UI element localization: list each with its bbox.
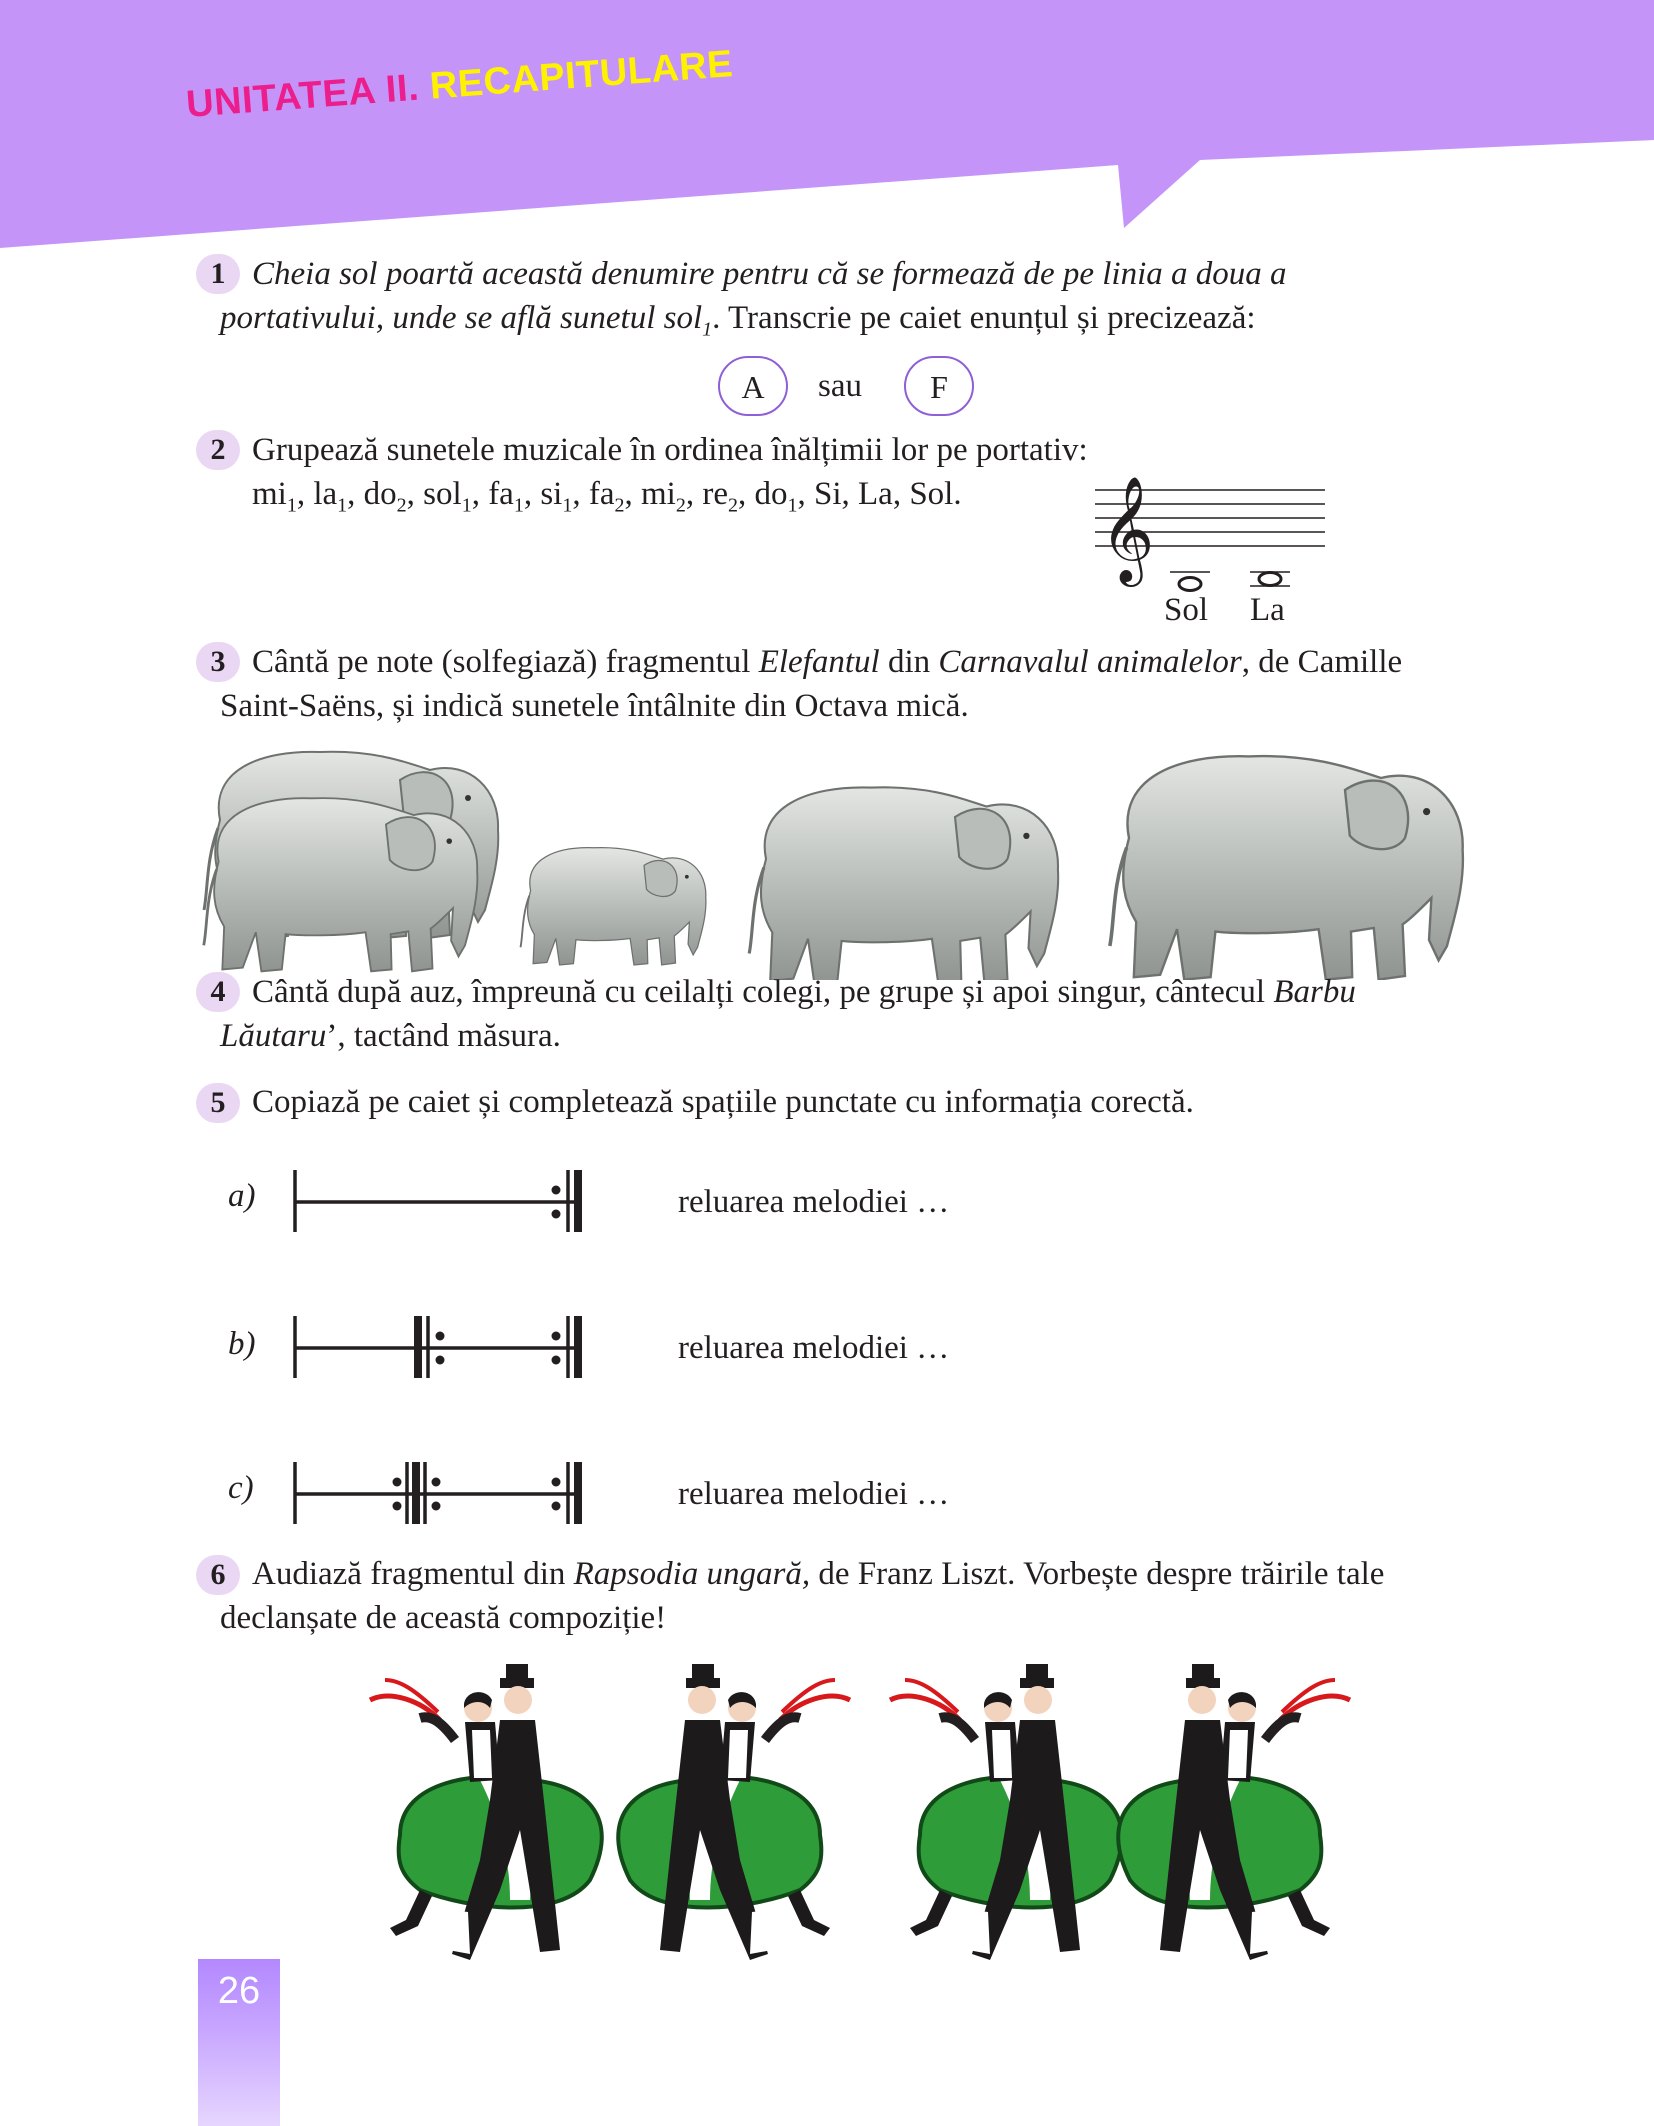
exercise-1-line-2 bbox=[220, 296, 1256, 352]
note-subscript: 2 bbox=[614, 494, 625, 517]
note-separator: , bbox=[841, 476, 858, 512]
note-name: Sol bbox=[909, 476, 954, 512]
staff-label-sol: Sol bbox=[1164, 592, 1209, 628]
note-name: mi bbox=[640, 476, 676, 512]
repeat-sign-b bbox=[290, 1314, 600, 1384]
exercise-number-3: 3 bbox=[196, 642, 240, 682]
elephant-2 bbox=[521, 848, 706, 965]
note-name: La bbox=[858, 476, 893, 512]
exercise-number-4: 4 bbox=[196, 972, 240, 1012]
exercise-3-text-e: , de Camille bbox=[1241, 644, 1403, 680]
exercise-6-line-1 bbox=[252, 1552, 1384, 1596]
note-separator: , bbox=[685, 476, 703, 512]
note-name: la bbox=[313, 476, 338, 512]
unit-label: UNITATEA II. bbox=[184, 66, 421, 127]
note-separator: , bbox=[406, 476, 424, 512]
exercise-3-text-c: din bbox=[879, 644, 939, 680]
item-b-label: b) bbox=[228, 1326, 256, 1362]
exercise-2-line-1: Grupează sunetele muzicale în ordinea înălțimii lor pe portativ: bbox=[252, 432, 1088, 468]
note-name: sol bbox=[423, 476, 462, 512]
note-name: do bbox=[754, 476, 788, 512]
note-list bbox=[252, 472, 962, 528]
staff-label-la: La bbox=[1250, 592, 1285, 628]
exercise-6-line-2: declanșate de această compoziție! bbox=[220, 1600, 667, 1636]
exercise-4-line-1 bbox=[252, 970, 1356, 1014]
note-subscript: 2 bbox=[675, 494, 686, 517]
elephant-3 bbox=[749, 787, 1058, 980]
exercise-number-2: 2 bbox=[196, 430, 240, 470]
elephant-4 bbox=[1110, 756, 1463, 980]
exercise-1-subscript: 1 bbox=[702, 318, 713, 341]
exercise-4-line-2 bbox=[220, 1014, 561, 1058]
note-name: re bbox=[702, 476, 728, 512]
note-name: do bbox=[363, 476, 397, 512]
item-a-answer: reluarea melodiei … bbox=[678, 1184, 950, 1220]
exercise-5-text: Copiază pe caiet și completează spațiile punctate cu informația corectă. bbox=[252, 1084, 1194, 1120]
note-separator: . bbox=[953, 476, 962, 512]
exercise-1-line-2-italic: portativului, unde se află sunetul sol bbox=[220, 300, 703, 336]
exercise-4-song-cont: Lăutaru bbox=[220, 1018, 327, 1054]
exercise-4-text-a: Cântă după auz, împreună cu ceilalți colegi, pe grupe și apoi singur, cântecul bbox=[252, 974, 1274, 1010]
item-c-label: c) bbox=[228, 1470, 254, 1506]
note-subscript: 1 bbox=[787, 494, 798, 517]
exercise-number-5: 5 bbox=[196, 1083, 240, 1123]
note-subscript: 2 bbox=[727, 494, 738, 517]
note-name: si bbox=[540, 476, 563, 512]
exercise-number-6: 6 bbox=[196, 1555, 240, 1595]
note-separator: , bbox=[797, 476, 814, 512]
note-subscript: 2 bbox=[396, 494, 407, 517]
treble-clef-icon: 𝄞 bbox=[1100, 478, 1155, 580]
exercise-3-text-a: Cântă pe note (solfegiază) fragmentul bbox=[252, 644, 759, 680]
note-subscript: 1 bbox=[562, 494, 573, 517]
exercise-1-line-1: Cheia sol poartă această denumire pentru că se formează de pe linia a doua a bbox=[252, 256, 1287, 292]
note-name: Si bbox=[813, 476, 842, 512]
note-subscript: 1 bbox=[337, 494, 348, 517]
note-subscript: 1 bbox=[286, 494, 297, 517]
note-separator: , bbox=[471, 476, 489, 512]
or-word: sau bbox=[818, 368, 862, 404]
elephant-1 bbox=[204, 798, 478, 971]
note-subscript: 1 bbox=[513, 494, 524, 517]
exercise-3-line-2: Saint-Saëns, și indică sunetele întâlnite din Octava mică. bbox=[220, 688, 969, 724]
exercise-number-1: 1 bbox=[196, 254, 240, 294]
note-separator: , bbox=[572, 476, 589, 512]
note-separator: , bbox=[624, 476, 641, 512]
header-band bbox=[0, 0, 1654, 260]
music-staff bbox=[1090, 460, 1330, 630]
note-la bbox=[1259, 573, 1281, 586]
repeat-sign-c bbox=[290, 1460, 600, 1530]
dancer-couple-4 bbox=[1118, 1664, 1350, 1960]
note-subscript: 1 bbox=[461, 494, 472, 517]
note-separator: , bbox=[296, 476, 314, 512]
elephants-illustration bbox=[200, 700, 1490, 980]
item-c-answer: reluarea melodiei … bbox=[678, 1476, 950, 1512]
exercise-1-line-2-rest: . Transcrie pe caiet enunțul și precizează: bbox=[712, 300, 1256, 336]
dancer-couple-3 bbox=[890, 1664, 1122, 1960]
note-name: mi bbox=[252, 476, 287, 512]
exercise-4-song: Barbu bbox=[1273, 974, 1356, 1010]
note-name: fa bbox=[488, 476, 514, 512]
section-label: RECAPITULARE bbox=[428, 43, 735, 108]
note-separator: , bbox=[737, 476, 755, 512]
exercise-6-text-c: de Franz Liszt. Vorbește despre trăirile tale bbox=[810, 1556, 1385, 1592]
item-b-answer: reluarea melodiei … bbox=[678, 1330, 950, 1366]
exercise-3-line-1 bbox=[252, 640, 1402, 684]
exercise-6-work: Rapsodia ungară, bbox=[573, 1556, 811, 1592]
dancer-couple-2 bbox=[618, 1664, 850, 1960]
note-separator: , bbox=[347, 476, 364, 512]
repeat-sign-a bbox=[290, 1168, 600, 1238]
exercise-6-text-a: Audiază fragmentul din bbox=[252, 1556, 574, 1592]
exercise-4-text-b: ’, tactând măsura. bbox=[326, 1018, 561, 1054]
item-a-label: a) bbox=[228, 1178, 256, 1214]
exercise-3-work: Carnavalul animalelor bbox=[938, 644, 1242, 680]
dancers-illustration bbox=[360, 1650, 1360, 1970]
exercise-3-title: Elefantul bbox=[758, 644, 880, 680]
page-number: 26 bbox=[217, 1970, 261, 2012]
dancer-couple-1 bbox=[370, 1664, 602, 1960]
note-separator: , bbox=[892, 476, 910, 512]
note-separator: , bbox=[523, 476, 541, 512]
option-f-circle[interactable]: F bbox=[904, 356, 974, 416]
option-a-circle[interactable]: A bbox=[718, 356, 788, 416]
note-name: fa bbox=[588, 476, 615, 512]
